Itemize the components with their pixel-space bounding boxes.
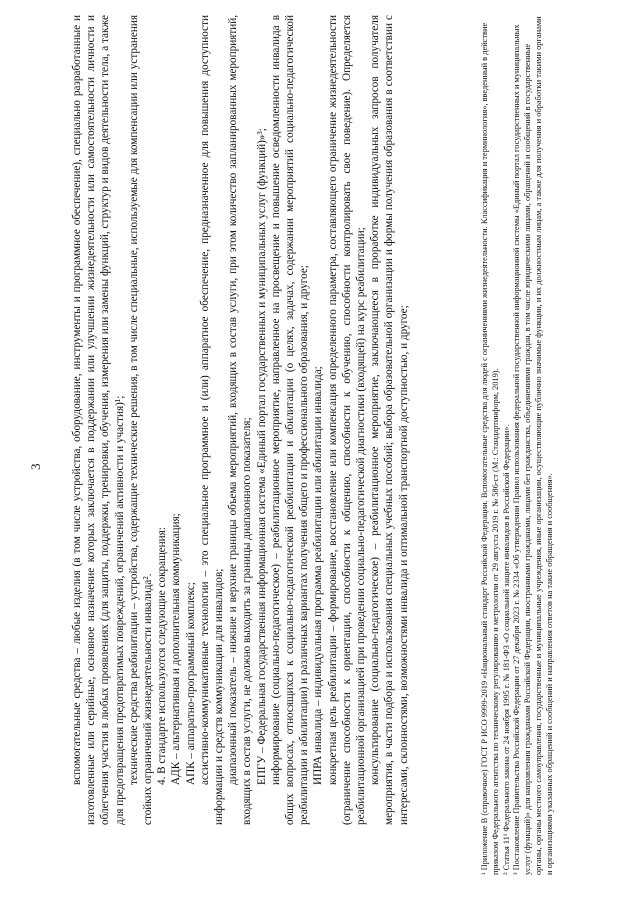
body-paragraph: ИПРА инвалида – индивидуальная программа реабилитации или абилитации инвалида; bbox=[312, 366, 325, 785]
body-paragraph: диапазонный показатель – нижние и верхние границы объема мероприятий, входящих в состав услуги, при этом количество запланированных мероприятий, входящих в состав услуги, не должно выходить за границы диапазонного показателя; bbox=[227, 15, 254, 825]
footnote: ³ Постановление Правительства Российской Федерации от 27 декабря 2023 г. № 2334 «Об утверждении Правил использования федеральной государственной информационной системы «Единый портал государственных и муниципальных услуг (функций)» для направления гражданами Российской Федерации, иностранными гражданами, лицами без гражданства, объединениями граждан, в том числе юридическими лицами, обращений и сообщений в государственные органы, органы местного самоуправления, государственные и муниципальные учреждения, иные организации, осуществляющие публично значимые функции, и их должностным лицам, а также для получения и обработки такими органами и организациями указанных обращений и сообщений и направления ответов на такие обращения и сообщения». bbox=[512, 16, 554, 875]
body-text bbox=[70, 15, 411, 825]
footnotes bbox=[480, 15, 556, 875]
body-paragraph: конкретная цель реабилитации – формирование, восстановление или компенсация определенного параметра, составляющего ограничение жизнедеятельности (ограничение способности к ориентации, способности к общению, способности к обучению, способности контролировать свое поведение). Определяется реабилитационной организацией при проведении социально-педагогической диагностики (входящей) на курс реабилитации; bbox=[326, 15, 368, 825]
footnote: ² Статья 11¹ Федерального закона от 24 ноября 1995 г. № 181-ФЗ «О социальной защите инвалидов в Российской Федерации». bbox=[501, 424, 511, 875]
body-paragraph: АПК – аппаратно-программный комплекс; bbox=[184, 582, 197, 785]
body-paragraph: АДК – альтернативная и дополнительная коммуникация; bbox=[170, 513, 183, 785]
body-paragraph: ассистивно-коммуникативные технологии – это специальное программное и (или) аппаратное обеспечение, предназначенное для повышения доступности информации и средств коммуникации для инвалидов; bbox=[198, 15, 226, 825]
body-paragraph: 4. В стандарте используются следующие сокращения: bbox=[156, 527, 169, 785]
page-number: 3 bbox=[28, 463, 43, 470]
body-paragraph: консультирование (социально-педагогическое) – реабилитационное мероприятие, заключающееся в проработке индивидуальных запросов получателя мероприятия, в части подбора и использования специальных учебных пособий; выбора образовательной организации и формы получения образования в соответствии с интересами, склонностями, возможностями инвалида и оптимальной транспортной доступностью, и другое; bbox=[369, 15, 410, 825]
body-paragraph: технические средства реабилитации – устройства, содержащие технические решения, в том числе специальные, используемые для компенсации или устранения стойких ограничений жизнедеятельности инвалида². bbox=[127, 15, 155, 825]
footnote: ¹ Приложение В (справочное) ГОСТ Р ИСО 9999-2019 «Национальный стандарт Российской Федерации. Вспомогательные средства для людей с ограничениями жизнедеятельности. Классификация и терминология», введенный в действие приказом Федерального агентства по техническому регулированию и метрологии от 29 августа 2019 г. № 586-ст (М.: Стандартинформ, 2019). bbox=[480, 22, 500, 875]
body-paragraph: вспомогательные средства – любые изделия (в том числе устройства, оборудование, инструменты и программное обеспечение), специально разработанные и изготовленные или серийные, основное назначение которых заключается в поддержании или улучшении жизнедеятельности или самостоятельности личности и облегчения участия в любых проявлениях (для защиты, поддержки, тренировки, обучения, измерения или замены функций, структур и видов деятельности тела, а также для предотвращения предотвратимых повреждений, ограничений активности и участия)¹; bbox=[71, 15, 126, 825]
body-paragraph: информирование (социально-педагогическое) – реабилитационное мероприятие, направленное на просвещение и повышение осведомленности инвалида в общих вопросах, относящихся к социально-педагогической реабилитации и абилитации (о целях, задачах, содержании мероприятий социально-педагогической реабилитации и абилитации) и различных вариантах получения общего и профессионального образования, и другое; bbox=[269, 15, 311, 825]
body-paragraph: ЕПГУ – Федеральная государственная информационная система «Единый портал государственных и муниципальных услуг (функций)»³; bbox=[255, 128, 268, 785]
